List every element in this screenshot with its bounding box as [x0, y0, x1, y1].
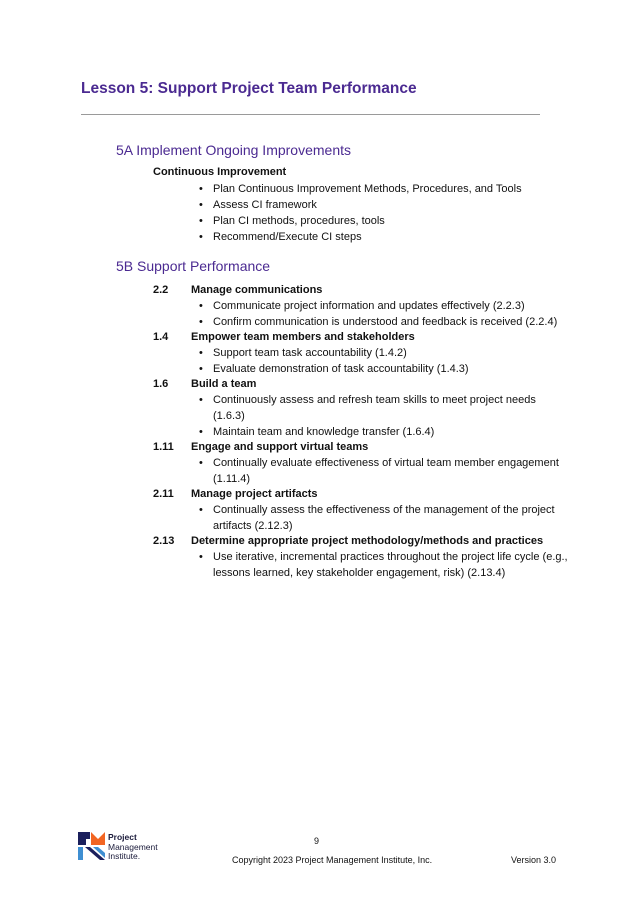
task-2-13 [153, 533, 573, 581]
list-item: • Use iterative, incremental practices throughout the project life cycle (e.g., lessons learned, key stakeholder engagement, risk) (2.13.4) [199, 551, 568, 579]
lesson-title: Lesson 5: Support Project Team Performance [81, 80, 417, 97]
bullet-icon: • [199, 183, 203, 195]
list-item: • Continually evaluate effectiveness of virtual team member engagement (1.11.4) [199, 457, 559, 485]
task-title: Build a team [191, 378, 257, 390]
task-number: 1.4 [153, 331, 169, 343]
task-1-11 [153, 439, 573, 487]
task-title: Determine appropriate project methodology/methods and practices [191, 535, 544, 547]
task-number: 2.11 [153, 488, 174, 500]
bullet-icon: • [199, 551, 203, 563]
list-item: • Recommend/Execute CI steps [199, 231, 362, 243]
list-item: • Continuously assess and refresh team skills to meet project needs (1.6.3) [199, 394, 536, 422]
bullet-icon: • [199, 215, 203, 227]
task-title: Empower team members and stakeholders [191, 331, 415, 343]
task-number: 1.11 [153, 441, 174, 453]
bullet-icon: • [199, 231, 203, 243]
task-number: 1.6 [153, 378, 169, 390]
version-label: Version 3.0 [511, 855, 557, 865]
task-number: 2.2 [153, 284, 169, 296]
task-title: Engage and support virtual teams [191, 441, 369, 453]
list-item: • Plan CI methods, procedures, tools [199, 215, 385, 227]
task-title: Manage project artifacts [191, 488, 318, 500]
task-1-6 [153, 376, 573, 440]
copyright-text: Copyright 2023 Project Management Institute, Inc. [232, 855, 433, 865]
list-item: • Confirm communication is understood and feedback is received (2.2.4) [199, 316, 558, 328]
bullet-icon: • [199, 394, 203, 406]
section-b-heading: 5B Support Performance [116, 258, 271, 274]
bullet-icon: • [199, 426, 203, 438]
task-bullet-list [199, 455, 573, 487]
section-a-subheading: Continuous Improvement [153, 166, 287, 178]
list-item: • Plan Continuous Improvement Methods, Procedures, and Tools [199, 183, 522, 195]
list-item: • Support team task accountability (1.4.2) [199, 347, 407, 359]
task-number: 2.13 [153, 535, 175, 547]
section-a-bullet-list [199, 181, 522, 245]
task-bullet-list [199, 298, 573, 330]
pmi-logo-icon [78, 832, 106, 860]
bullet-icon: • [199, 300, 203, 312]
bullet-icon: • [199, 504, 203, 516]
task-bullet-list [199, 392, 573, 440]
list-item: • Communicate project information and updates effectively (2.2.3) [199, 300, 525, 312]
pmi-logo [78, 832, 178, 862]
task-2-2 [153, 282, 573, 330]
bullet-icon: • [199, 457, 203, 469]
bullet-icon: • [199, 316, 203, 328]
task-1-4 [153, 329, 573, 377]
list-item: • Continually assess the effectiveness of the management of the project artifacts (2.12.3) [199, 504, 555, 532]
title-divider [81, 114, 540, 115]
bullet-icon: • [199, 199, 203, 211]
list-item: • Evaluate demonstration of task accountability (1.4.3) [199, 363, 469, 375]
pmi-logo-text: Project Management Institute. [108, 832, 158, 861]
bullet-icon: • [199, 363, 203, 375]
list-item: • Maintain team and knowledge transfer (1.6.4) [199, 426, 435, 438]
task-title: Manage communications [191, 284, 323, 296]
section-a-heading: 5A Implement Ongoing Improvements [116, 142, 352, 158]
list-item: • Assess CI framework [199, 199, 317, 211]
task-2-11 [153, 486, 573, 534]
task-bullet-list [199, 549, 573, 581]
task-bullet-list [199, 502, 573, 534]
page-number: 9 [314, 836, 320, 846]
task-bullet-list [199, 345, 573, 377]
bullet-icon: • [199, 347, 203, 359]
